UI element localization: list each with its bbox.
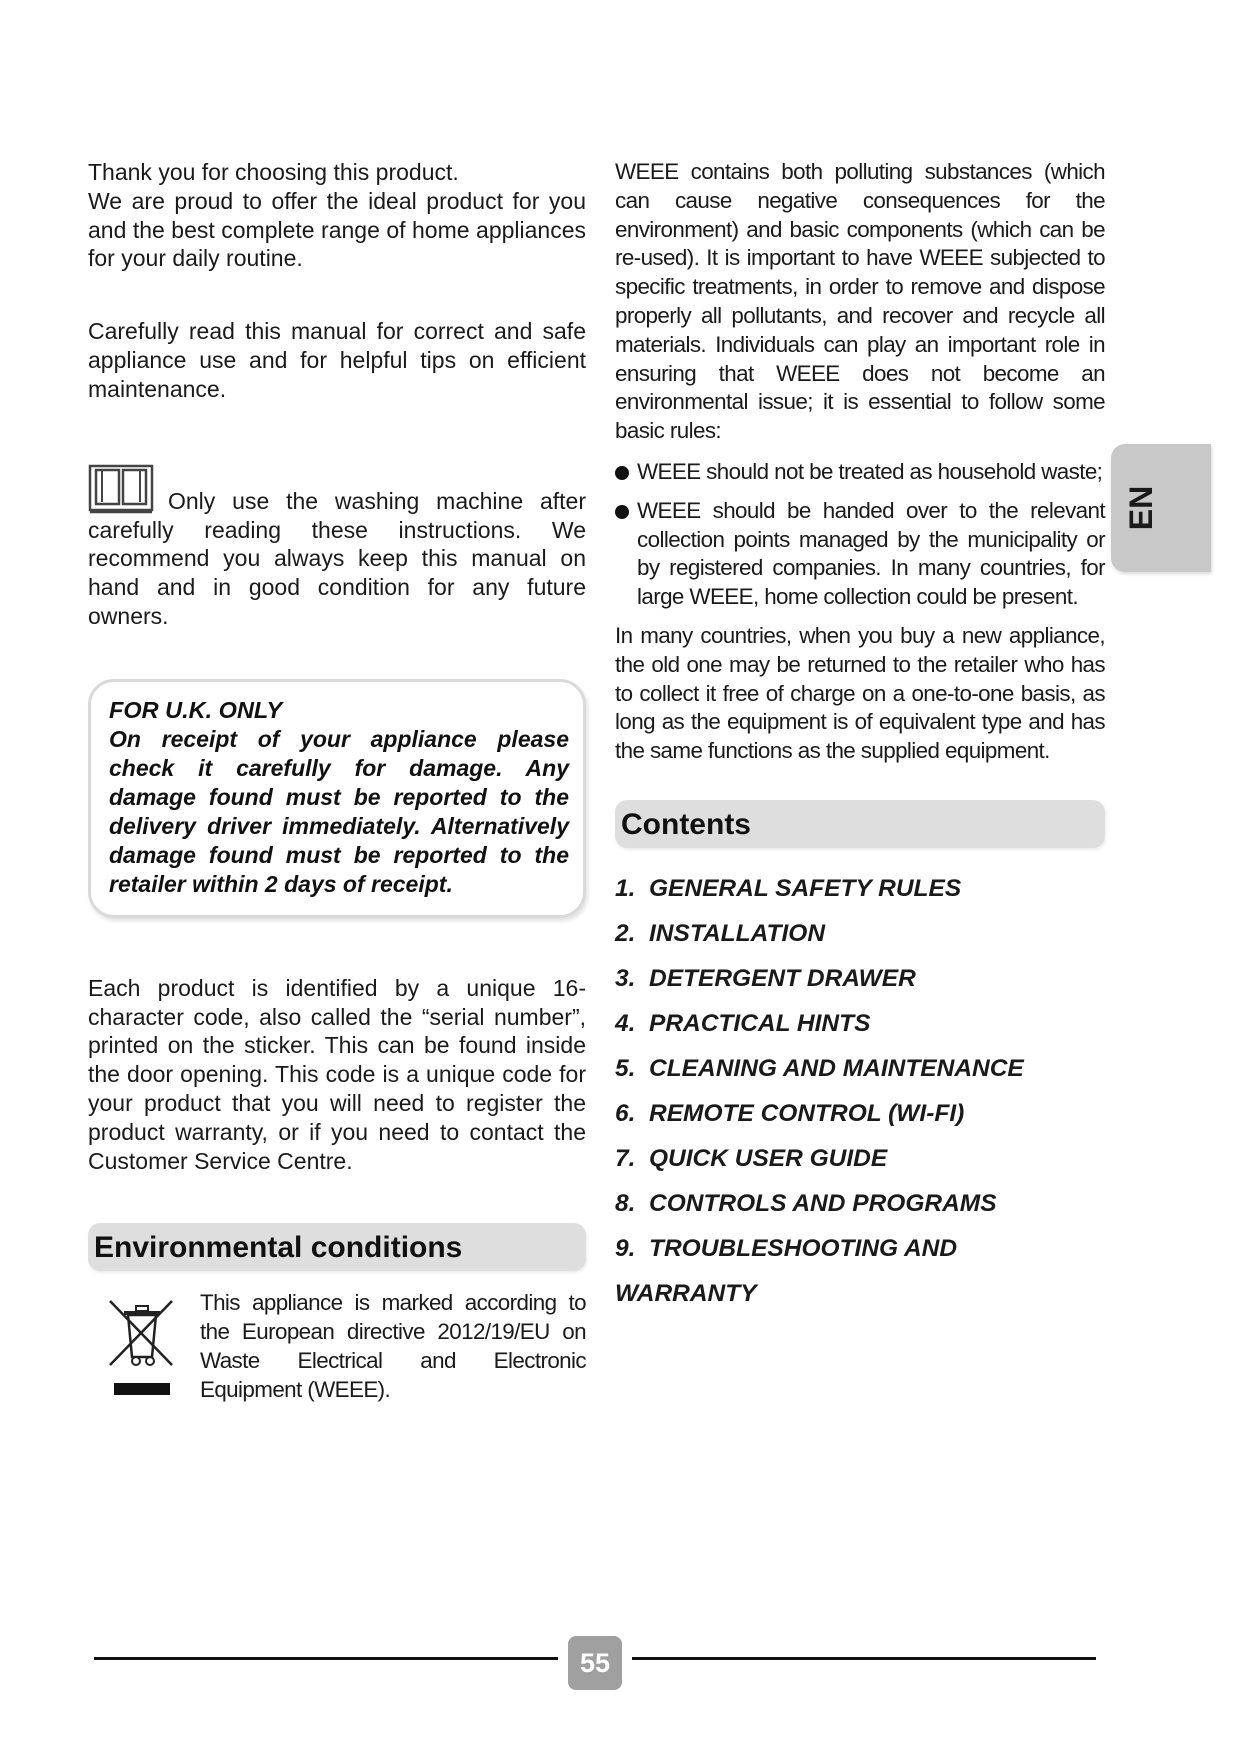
intro-read-manual: Carefully read this manual for correct and safe appliance use and for helpful tips on efficient maintenance. <box>88 318 586 402</box>
weee-marking-row <box>88 1289 586 1409</box>
left-column <box>88 158 586 1409</box>
page-number: 55 <box>568 1636 622 1690</box>
serial-number-text: Each product is identified by a unique 16-character code, also called the “serial number”, printed on the sticker. This can be found inside the door opening. This code is a unique code for your product that you will need to register the product warranty, or if you need to contact the Customer Service Centre. <box>88 974 586 1174</box>
environmental-conditions-heading: Environmental conditions <box>88 1223 586 1271</box>
language-tab <box>1111 444 1211 572</box>
toc-item-practical-hints[interactable]: 4. PRACTICAL HINTS <box>615 1009 871 1037</box>
uk-only-notice-box <box>88 679 586 918</box>
weee-marking-text: This appliance is marked according to the European directive 2012/19/EU on Waste Electrical and Electronic Equipment (WEEE). <box>200 1290 586 1402</box>
intro-thanks: Thank you for choosing this product. <box>88 159 459 185</box>
toc-item-controls-programs[interactable]: 8. CONTROLS AND PROGRAMS <box>615 1189 997 1217</box>
toc-item-cleaning-maintenance[interactable]: 5. CLEANING AND MAINTENANCE <box>615 1054 1024 1082</box>
weee-intro-text: WEEE contains both polluting substances (which can cause negative consequences for the environment) and basic components (which can be re-used). It is important to have WEEE subjected to specific treatments, in order to remove and dispose properly all pollutants, and recover and recycle all materials. Individuals can play an important role in ensuring that WEEE does not become an environmental issue; it is essential to follow some basic rules: <box>615 159 1105 444</box>
footer-divider-left <box>94 1657 558 1660</box>
open-book-icon <box>88 460 154 516</box>
toc-item-detergent-drawer[interactable]: 3. DETERGENT DRAWER <box>615 964 916 992</box>
toc-item-quick-user-guide[interactable]: 7. QUICK USER GUIDE <box>615 1144 888 1172</box>
list-item: WEEE should be handed over to the relevant collection points managed by the municipality or by registered companies. In many countries, for large WEEE, home collection could be present. <box>615 497 1105 612</box>
read-instructions-text: Only use the washing machine after carefully reading these instructions. We recommend you always keep this manual on hand and in good condition for any future owners. <box>88 487 586 629</box>
contents-heading: Contents <box>615 800 1105 848</box>
footer-divider-right <box>632 1657 1096 1660</box>
toc-item-remote-control[interactable]: 6. REMOTE CONTROL (WI-FI) <box>615 1099 965 1127</box>
toc-item-general-safety-rules[interactable]: 1. GENERAL SAFETY RULES <box>615 874 962 902</box>
table-of-contents <box>615 866 1105 1307</box>
toc-item-installation[interactable]: 2. INSTALLATION <box>615 919 826 947</box>
uk-only-text: On receipt of your appliance please check it carefully for damage. Any damage found must be reported to the delivery driver immediately. Alternatively damage found must be reported to the retailer within 2 days of receipt. <box>109 725 569 897</box>
list-item: WEEE should not be treated as household waste; <box>615 458 1105 487</box>
toc-item-troubleshooting-warranty[interactable]: 9. TROUBLESHOOTING AND WARRANTY <box>615 1234 958 1307</box>
intro-proud: We are proud to offer the ideal product for you and the best complete range of home appliances for your daily routine. <box>88 187 586 272</box>
right-column <box>615 158 1105 1307</box>
bullet-dot-icon <box>615 466 629 480</box>
language-code: EN <box>1123 485 1159 531</box>
read-instructions-notice <box>88 460 586 631</box>
uk-only-title: FOR U.K. ONLY <box>109 696 283 723</box>
bullet-dot-icon <box>615 505 629 519</box>
weee-rules-list <box>615 458 1105 612</box>
weee-return-text: In many countries, when you buy a new appliance, the old one may be returned to the retailer who has to collect it free of charge on a one-to-one basis, as long as the equipment is of equivalent type and has the same functions as the supplied equipment. <box>615 622 1105 764</box>
crossed-out-bin-icon <box>106 1295 178 1403</box>
